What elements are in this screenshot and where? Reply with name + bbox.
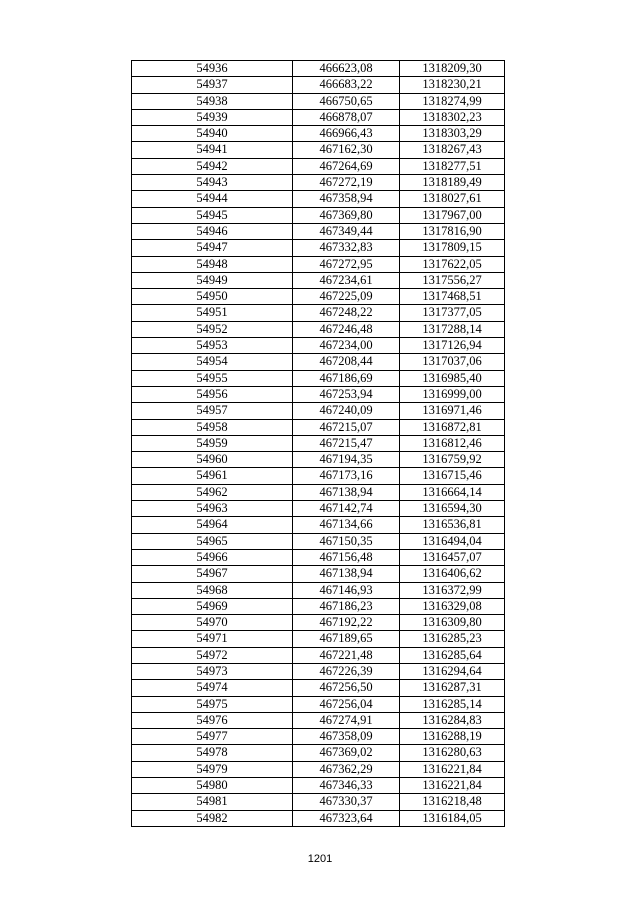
y-coordinate-cell: 1316288,19 [400,729,505,745]
table-row [132,158,505,174]
x-coordinate-cell: 467221,48 [293,647,400,663]
y-coordinate-cell: 1317468,51 [400,289,505,305]
point-number-cell: 54937 [132,77,293,93]
x-coordinate-cell: 467150,35 [293,533,400,549]
table-row [132,321,505,337]
y-coordinate-cell: 1316494,04 [400,533,505,549]
point-number-cell: 54951 [132,305,293,321]
point-number-cell: 54944 [132,191,293,207]
y-coordinate-cell: 1316536,81 [400,517,505,533]
table-row [132,778,505,794]
y-coordinate-cell: 1316218,48 [400,794,505,810]
point-number-cell: 54966 [132,549,293,565]
table-row [132,386,505,402]
table-row [132,370,505,386]
y-coordinate-cell: 1316999,00 [400,386,505,402]
x-coordinate-cell: 467253,94 [293,386,400,402]
x-coordinate-cell: 467358,94 [293,191,400,207]
point-number-cell: 54961 [132,468,293,484]
y-coordinate-cell: 1317126,94 [400,338,505,354]
x-coordinate-cell: 467226,39 [293,663,400,679]
table-row [132,549,505,565]
x-coordinate-cell: 467138,94 [293,484,400,500]
point-number-cell: 54936 [132,61,293,77]
y-coordinate-cell: 1318302,23 [400,109,505,125]
point-number-cell: 54978 [132,745,293,761]
x-coordinate-cell: 466750,65 [293,93,400,109]
x-coordinate-cell: 467330,37 [293,794,400,810]
x-coordinate-cell: 467272,19 [293,175,400,191]
point-number-cell: 54948 [132,256,293,272]
y-coordinate-cell: 1318209,30 [400,61,505,77]
table-row [132,631,505,647]
y-coordinate-cell: 1316759,92 [400,452,505,468]
point-number-cell: 54950 [132,289,293,305]
x-coordinate-cell: 467369,80 [293,207,400,223]
y-coordinate-cell: 1316594,30 [400,501,505,517]
table-row [132,663,505,679]
table-row [132,517,505,533]
y-coordinate-cell: 1316406,62 [400,566,505,582]
point-number-cell: 54979 [132,761,293,777]
y-coordinate-cell: 1318274,99 [400,93,505,109]
table-row [132,712,505,728]
point-number-cell: 54982 [132,810,293,826]
point-number-cell: 54946 [132,223,293,239]
table-row [132,207,505,223]
y-coordinate-cell: 1318303,29 [400,126,505,142]
point-number-cell: 54970 [132,615,293,631]
y-coordinate-cell: 1317377,05 [400,305,505,321]
y-coordinate-cell: 1316285,14 [400,696,505,712]
y-coordinate-cell: 1316287,31 [400,680,505,696]
y-coordinate-cell: 1316280,63 [400,745,505,761]
table-row [132,810,505,826]
y-coordinate-cell: 1317967,00 [400,207,505,223]
point-number-cell: 54962 [132,484,293,500]
table-row [132,419,505,435]
table-row [132,647,505,663]
point-number-cell: 54942 [132,158,293,174]
y-coordinate-cell: 1317556,27 [400,272,505,288]
point-number-cell: 54954 [132,354,293,370]
x-coordinate-cell: 467186,69 [293,370,400,386]
table-row [132,696,505,712]
table-row [132,338,505,354]
point-number-cell: 54949 [132,272,293,288]
point-number-cell: 54965 [132,533,293,549]
table-row [132,354,505,370]
x-coordinate-cell: 467323,64 [293,810,400,826]
table-row [132,501,505,517]
table-row [132,61,505,77]
table-row [132,484,505,500]
x-coordinate-cell: 466623,08 [293,61,400,77]
point-number-cell: 54952 [132,321,293,337]
point-number-cell: 54974 [132,680,293,696]
page-number: 1201 [307,853,333,865]
point-number-cell: 54947 [132,240,293,256]
point-number-cell: 54956 [132,386,293,402]
x-coordinate-cell: 467192,22 [293,615,400,631]
point-number-cell: 54938 [132,93,293,109]
table-row [132,452,505,468]
x-coordinate-cell: 467234,61 [293,272,400,288]
point-number-cell: 54955 [132,370,293,386]
y-coordinate-cell: 1318027,61 [400,191,505,207]
y-coordinate-cell: 1317809,15 [400,240,505,256]
point-number-cell: 54958 [132,419,293,435]
point-number-cell: 54963 [132,501,293,517]
table-row [132,468,505,484]
y-coordinate-cell: 1317816,90 [400,223,505,239]
coordinates-table [131,60,505,827]
y-coordinate-cell: 1316715,46 [400,468,505,484]
table-row [132,289,505,305]
point-number-cell: 54977 [132,729,293,745]
x-coordinate-cell: 467256,04 [293,696,400,712]
y-coordinate-cell: 1318277,51 [400,158,505,174]
x-coordinate-cell: 467142,74 [293,501,400,517]
table-row [132,794,505,810]
point-number-cell: 54976 [132,712,293,728]
table-row [132,93,505,109]
y-coordinate-cell: 1316372,99 [400,582,505,598]
point-number-cell: 54973 [132,663,293,679]
table-row [132,109,505,125]
point-number-cell: 54968 [132,582,293,598]
x-coordinate-cell: 467225,09 [293,289,400,305]
point-number-cell: 54971 [132,631,293,647]
y-coordinate-cell: 1316812,46 [400,435,505,451]
y-coordinate-cell: 1318230,21 [400,77,505,93]
x-coordinate-cell: 467138,94 [293,566,400,582]
y-coordinate-cell: 1316285,64 [400,647,505,663]
table-row [132,256,505,272]
point-number-cell: 54945 [132,207,293,223]
x-coordinate-cell: 467264,69 [293,158,400,174]
y-coordinate-cell: 1316329,08 [400,598,505,614]
point-number-cell: 54975 [132,696,293,712]
point-number-cell: 54969 [132,598,293,614]
table-row [132,745,505,761]
table-row [132,533,505,549]
x-coordinate-cell: 466683,22 [293,77,400,93]
table-row [132,272,505,288]
x-coordinate-cell: 467146,93 [293,582,400,598]
x-coordinate-cell: 467369,02 [293,745,400,761]
x-coordinate-cell: 467272,95 [293,256,400,272]
y-coordinate-cell: 1316184,05 [400,810,505,826]
x-coordinate-cell: 467246,48 [293,321,400,337]
x-coordinate-cell: 467349,44 [293,223,400,239]
point-number-cell: 54941 [132,142,293,158]
x-coordinate-cell: 467234,00 [293,338,400,354]
table-row [132,175,505,191]
y-coordinate-cell: 1316309,80 [400,615,505,631]
table-row [132,761,505,777]
y-coordinate-cell: 1317288,14 [400,321,505,337]
table-row [132,191,505,207]
table-row [132,615,505,631]
coordinates-table-body [132,61,505,827]
x-coordinate-cell: 467189,65 [293,631,400,647]
point-number-cell: 54972 [132,647,293,663]
x-coordinate-cell: 466966,43 [293,126,400,142]
point-number-cell: 54940 [132,126,293,142]
table-row [132,680,505,696]
x-coordinate-cell: 467362,29 [293,761,400,777]
table-row [132,566,505,582]
y-coordinate-cell: 1316221,84 [400,761,505,777]
y-coordinate-cell: 1316985,40 [400,370,505,386]
y-coordinate-cell: 1316285,23 [400,631,505,647]
point-number-cell: 54953 [132,338,293,354]
x-coordinate-cell: 467240,09 [293,403,400,419]
table-row [132,403,505,419]
x-coordinate-cell: 467156,48 [293,549,400,565]
table-row [132,305,505,321]
y-coordinate-cell: 1318267,43 [400,142,505,158]
x-coordinate-cell: 467332,83 [293,240,400,256]
x-coordinate-cell: 467173,16 [293,468,400,484]
table-row [132,77,505,93]
point-number-cell: 54939 [132,109,293,125]
y-coordinate-cell: 1316664,14 [400,484,505,500]
point-number-cell: 54964 [132,517,293,533]
x-coordinate-cell: 467248,22 [293,305,400,321]
x-coordinate-cell: 466878,07 [293,109,400,125]
point-number-cell: 54959 [132,435,293,451]
point-number-cell: 54957 [132,403,293,419]
table-row [132,126,505,142]
x-coordinate-cell: 467215,47 [293,435,400,451]
y-coordinate-cell: 1316294,64 [400,663,505,679]
x-coordinate-cell: 467186,23 [293,598,400,614]
y-coordinate-cell: 1317037,06 [400,354,505,370]
y-coordinate-cell: 1316284,83 [400,712,505,728]
point-number-cell: 54967 [132,566,293,582]
x-coordinate-cell: 467215,07 [293,419,400,435]
table-row [132,142,505,158]
point-number-cell: 54960 [132,452,293,468]
table-row [132,435,505,451]
y-coordinate-cell: 1316457,07 [400,549,505,565]
table-row [132,240,505,256]
table-row [132,582,505,598]
x-coordinate-cell: 467346,33 [293,778,400,794]
y-coordinate-cell: 1316971,46 [400,403,505,419]
y-coordinate-cell: 1316872,81 [400,419,505,435]
table-row [132,729,505,745]
y-coordinate-cell: 1317622,05 [400,256,505,272]
table-row [132,223,505,239]
x-coordinate-cell: 467208,44 [293,354,400,370]
x-coordinate-cell: 467256,50 [293,680,400,696]
point-number-cell: 54981 [132,794,293,810]
table-row [132,598,505,614]
x-coordinate-cell: 467162,30 [293,142,400,158]
x-coordinate-cell: 467274,91 [293,712,400,728]
x-coordinate-cell: 467358,09 [293,729,400,745]
point-number-cell: 54980 [132,778,293,794]
point-number-cell: 54943 [132,175,293,191]
y-coordinate-cell: 1318189,49 [400,175,505,191]
x-coordinate-cell: 467134,66 [293,517,400,533]
x-coordinate-cell: 467194,35 [293,452,400,468]
y-coordinate-cell: 1316221,84 [400,778,505,794]
